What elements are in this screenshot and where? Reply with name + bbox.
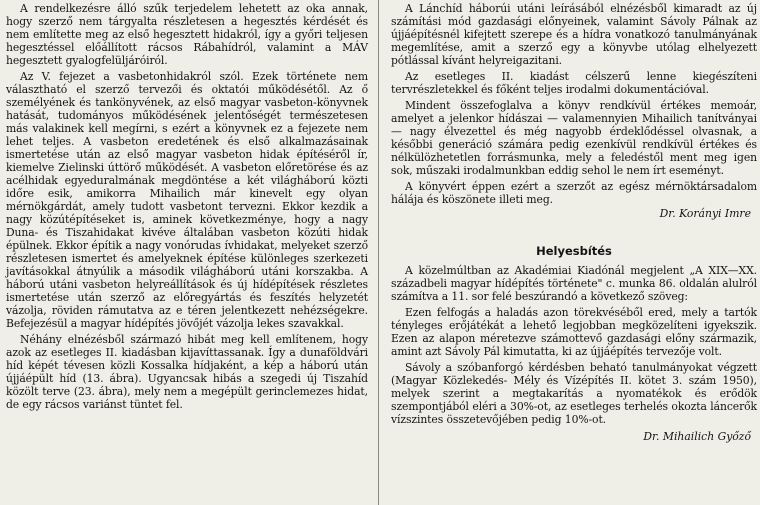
left-column (6, 2, 368, 411)
paragraph-summary: Mindent összefoglalva a könyv rendkívül értékes memoár, amelyet a jelenkor hídászai — valamennyien Mihailich tanítványai — nagy élvezettel és még nagyobb érdeklődéssel olvasnak, a későbbi generáció számára pedig ezenkívül rendkívül értékes és nélkülözhetetlen forrásmunka, mely a feledéstől ment meg igen sok, műszaki irodalmunkban eddig sehol le nem írt eseményt. (391, 99, 757, 177)
paragraph-chapter-five: Az V. fejezet a vasbetonhidakról szól. Ezek története nem választható el szerző tervezői és oktatói működésétől. Az ő személyének és tankönyvének, az első magyar vasbeton-könyvnek hatását, tudományos működésének jelentőségét természetesen más valakinek kell megírni, s ezért a könyvnek ez a fejezete nem lehet teljes. A vasbeton eredetének és első alkalmazásainak ismertetése után az első magyar vasbeton hidak építéséről ír, kiemelve Zielinski úttörő működését. A vasbeton előretörése és az acélhidak egyeduralmának megdöntése a két világháború közti időre esik, amikorra Mihailich már kinevelt egy olyan mérnökgárdát, amely tudott vasbetont tervezni. Ekkor kezdik a nagy közútépítéseket is, aminek következménye, hogy a nagy Duna- és Tiszahidakat kivéve általában vasbeton közúti hidak épülnek. Ekkor építik a nagy vonórudas ívhidakat, melyeket szerző részletesen ismertet és amelyeknek építése különleges szerkezeti javításokkal átnyúlik a második világháború utáni korszakba. A háború utáni vasbeton helyreállítások és új hídépítések részletes ismertetése után szerző az előregyártás és feszítés helyzetét vázolja, röviden rámutatva az e téren jelentkezett nehézségekre. Befejezésül a magyar hídépítés jövőjét vázolja lekes szavakkal. (6, 70, 368, 330)
paragraph-lanchid: A Lánchíd háborúi utáni leírásából elnézésből kimaradt az új számítási mód gazdasági előnyeinek, valamint Sávoly Pálnak az újjáépítésnél kifejtett szerepe és a hídra vonatkozó tanulmányának megemlítése, amit a szerző egy a könyvbe utólag elhelyezett pótlással kívánt helyreigazitani. (391, 2, 757, 67)
paragraph-second-edition: Az esetleges II. kiadást célszerű lenne kiegészíteni tervrészletekkel és főként teljes irodalmi dokumentációval. (391, 70, 757, 96)
paragraph-errors: Néhány elnézésből származó hibát meg kell említenem, hogy azok az esetleges II. kiadásban kijavíttassanak. Így a dunaföldvári híd képét tévesen közli Kossalka hídjaként, a kép a háború után újjáépült híd (13. ábra). Ugyancsak hibás a szegedi új Tiszahíd közölt terve (23. ábra), mely nem a megépült gerinclemezes hidat, de egy rácsos variánst tüntet fel. (6, 333, 368, 411)
paragraph-correction-study: Sávoly a szóbanforgó kérdésben beható tanulmányokat végzett (Magyar Közlekedés- Mély és Vízépítés II. kötet 3. szám 1950), melyek szerint a megtakarítás a nyomatékok és erődök szempontjából eléri a 30%-ot, az esetleges terhelés okozta láncerők vízszintes összetevőjében pedig 10%-ot. (391, 361, 757, 426)
section-title-correction: Helyesbítés (536, 244, 612, 258)
paragraph-welding: A rendelkezésre álló szűk terjedelem lehetett az oka annak, hogy szerző nem tárgyalta részletesen a hegesztés kérdését és nem említette meg az első hegesztett hidakról, így a győri teljesen hegesztéssel előállított rácsos Rábahídról, valamint a MÁV hegesztett gyalogfelüljáróiról. (6, 2, 368, 67)
column-divider (378, 0, 379, 505)
author-signature: Dr. Mihailich Győző (643, 430, 751, 443)
right-column (391, 2, 757, 443)
paragraph-correction-intro: A közelmúltban az Akadémiai Kiadónál megjelent „A XIX—XX. századbeli magyar hídépítés története" c. munka 86. oldalán alulról számítva a 11. sor felé beszúrandó a következő szöveg: (391, 264, 757, 303)
paragraph-correction-text: Ezen felfogás a haladás azon törekvéséből ered, mely a tartók tényleges erőjátékát a lehető legjobban megközelíteni igyekszik. Ezen az alapon méretezve számottevő gazdasági előny származik, amint azt Sávoly Pál kimutatta, ki az újjáépítés tervezője volt. (391, 306, 757, 358)
paragraph-gratitude: A könyvért éppen ezért a szerzőt az egész mérnöktársadalom hálája és köszönete illeti meg. (391, 180, 757, 206)
reviewer-signature: Dr. Korányi Imre (659, 207, 751, 220)
